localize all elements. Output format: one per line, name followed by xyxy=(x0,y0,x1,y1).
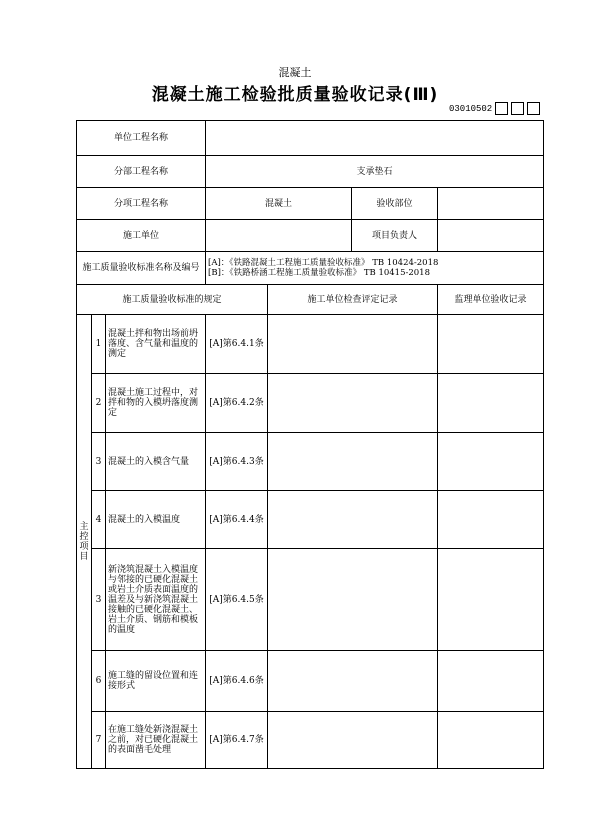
item-description: 施工缝的留设位置和连接形式 xyxy=(106,651,206,712)
item-supervise-record[interactable] xyxy=(438,374,544,433)
item-reference: [A]第6.4.1条 xyxy=(206,315,268,374)
item-check-record[interactable] xyxy=(268,491,438,549)
item-check-record[interactable] xyxy=(268,651,438,712)
item-supervise-record[interactable] xyxy=(438,491,544,549)
code-box-1[interactable] xyxy=(495,102,508,115)
item-reference: [A]第6.4.2条 xyxy=(206,374,268,433)
item-description: 混凝土的入模含气量 xyxy=(106,433,206,491)
standard-list xyxy=(206,252,544,285)
standard-b: [B]：《铁路桥涵工程施工质量验收标准》 TB 10415-2018 xyxy=(208,268,430,278)
item-description: 在施工缝处新浇混凝土之前，对已硬化混凝土的表面凿毛处理 xyxy=(106,712,206,769)
item-check-record[interactable] xyxy=(268,433,438,491)
item-supervise-record[interactable] xyxy=(438,651,544,712)
item-description: 混凝土的入模温度 xyxy=(106,491,206,549)
item-number: 3 xyxy=(92,549,106,651)
section-label xyxy=(77,315,92,769)
table-row xyxy=(77,712,544,769)
item-reference: [A]第6.4.5条 xyxy=(206,549,268,651)
subitem-value[interactable]: 混凝土 xyxy=(206,188,352,220)
item-description: 混凝土拌和物出场前坍落度、含气量和温度的测定 xyxy=(106,315,206,374)
unit-project-label: 单位工程名称 xyxy=(77,121,206,156)
section-label-text: 主控项目 xyxy=(79,521,89,562)
item-check-record[interactable] xyxy=(268,315,438,374)
item-supervise-record[interactable] xyxy=(438,315,544,374)
table-row xyxy=(77,651,544,712)
constructor-value[interactable] xyxy=(206,220,352,252)
code-box-2[interactable] xyxy=(511,102,524,115)
item-reference: [A]第6.4.7条 xyxy=(206,712,268,769)
inspection-record-table xyxy=(76,120,544,769)
acceptance-part-label: 验收部位 xyxy=(352,188,438,220)
column-supervise-header: 监理单位验收记录 xyxy=(438,285,544,315)
column-check-header: 施工单位检查评定记录 xyxy=(268,285,438,315)
item-reference: [A]第6.4.6条 xyxy=(206,651,268,712)
table-row xyxy=(77,491,544,549)
item-number: 2 xyxy=(92,374,106,433)
item-number: 1 xyxy=(92,315,106,374)
item-supervise-record[interactable] xyxy=(438,433,544,491)
item-description: 新浇筑混凝土入模温度与邻接的已硬化混凝土或岩土介质表面温度的温差及与新浇筑混凝土接触的已硬化混凝土、岩土介质、钢筋和模板的温度 xyxy=(106,549,206,651)
category-label: 混凝土 xyxy=(278,66,312,79)
item-supervise-record[interactable] xyxy=(438,712,544,769)
table-row xyxy=(77,315,544,374)
acceptance-part-value[interactable] xyxy=(438,188,544,220)
table-row xyxy=(77,549,544,651)
subitem-label: 分项工程名称 xyxy=(77,188,206,220)
item-description: 混凝土施工过程中，对拌和物的入模坍落度测定 xyxy=(106,374,206,433)
table-row xyxy=(77,433,544,491)
standard-a: [A]：《铁路混凝土工程施工质量验收标准》 TB 10424-2018 xyxy=(208,258,439,268)
item-supervise-record[interactable] xyxy=(438,549,544,651)
unit-project-value[interactable] xyxy=(206,121,544,156)
project-lead-value[interactable] xyxy=(438,220,544,252)
item-check-record[interactable] xyxy=(268,712,438,769)
item-check-record[interactable] xyxy=(268,549,438,651)
project-lead-label: 项目负责人 xyxy=(352,220,438,252)
code-box-3[interactable] xyxy=(527,102,540,115)
item-reference: [A]第6.4.3条 xyxy=(206,433,268,491)
item-check-record[interactable] xyxy=(268,374,438,433)
item-number: 4 xyxy=(92,491,106,549)
standard-label: 施工质量验收标准名称及编号 xyxy=(77,252,206,285)
page-title: 混凝土施工检验批质量验收记录(Ⅲ) xyxy=(151,85,439,105)
item-number: 7 xyxy=(92,712,106,769)
division-label: 分部工程名称 xyxy=(77,156,206,188)
form-code: 03010502 xyxy=(449,104,493,114)
table-row xyxy=(77,374,544,433)
column-spec-header: 施工质量验收标准的规定 xyxy=(77,285,268,315)
item-number: 6 xyxy=(92,651,106,712)
division-value[interactable]: 支承垫石 xyxy=(206,156,544,188)
item-number: 3 xyxy=(92,433,106,491)
constructor-label: 施工单位 xyxy=(77,220,206,252)
item-reference: [A]第6.4.4条 xyxy=(206,491,268,549)
